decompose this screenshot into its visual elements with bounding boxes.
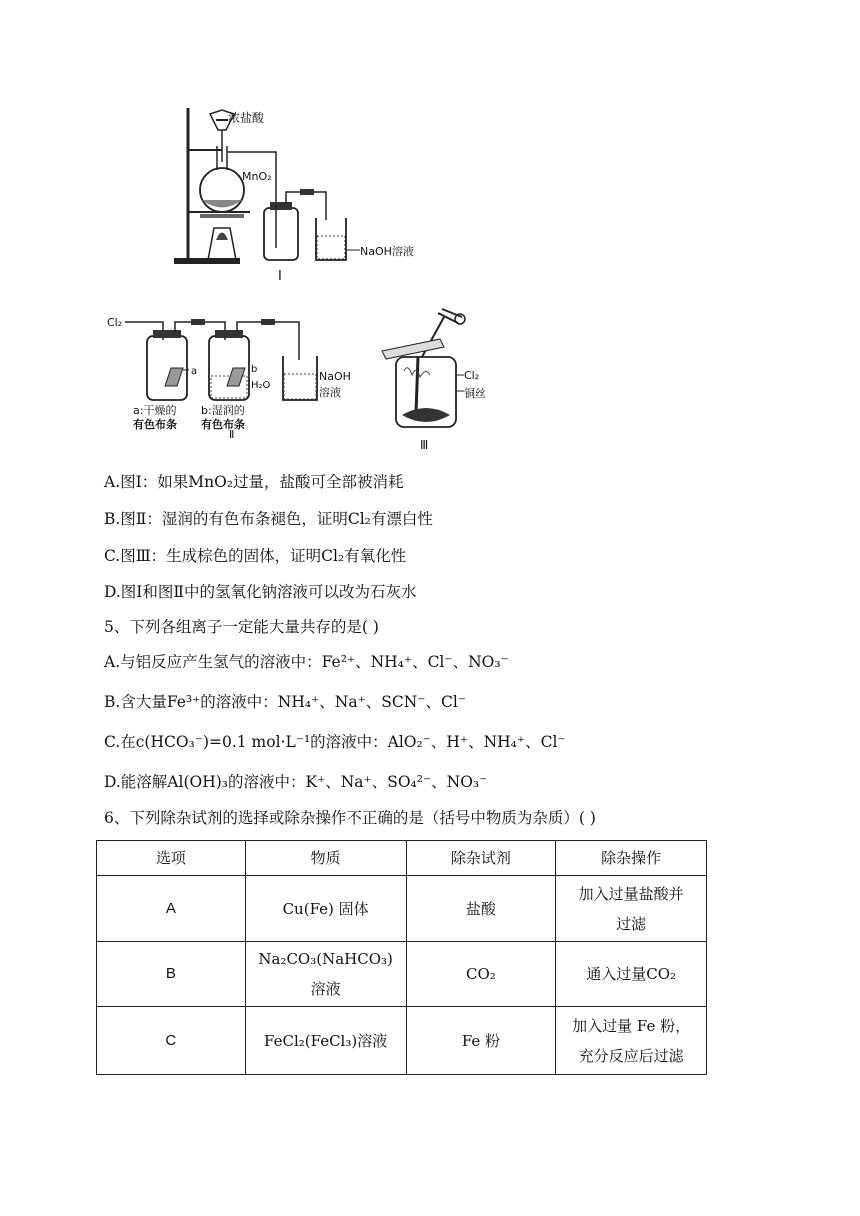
label-naoh-1: NaOH溶液 xyxy=(360,245,414,258)
row-b-substance-line2: 溶液 xyxy=(310,980,341,998)
label-cu-wire: 铜丝 xyxy=(464,387,486,400)
label-cl2-in: Cl₂ xyxy=(107,316,123,329)
q4-option-d: D.图Ⅰ和图Ⅱ中的氢氧化钠溶液可以改为石灰水 xyxy=(104,583,417,601)
figure-apparatus-3 xyxy=(378,305,498,455)
table-row xyxy=(97,876,707,942)
header-option: 选项 xyxy=(97,841,246,876)
table-row xyxy=(97,1007,707,1075)
caption-a2: 有色布条 xyxy=(133,418,177,431)
q4-option-a: A.图Ⅰ：如果MnO₂过量，盐酸可全部被消耗 xyxy=(104,473,404,491)
row-c-option: C xyxy=(97,1007,246,1075)
row-c-operation-line2: 充分反应后过滤 xyxy=(578,1046,684,1065)
label-conc-hcl: 浓盐酸 xyxy=(228,111,265,125)
caption-a1: a:干燥的 xyxy=(133,404,177,417)
table-row xyxy=(97,942,707,1007)
row-b-option: B xyxy=(97,942,246,1007)
row-b-reagent: CO₂ xyxy=(406,942,556,1007)
row-a-reagent: 盐酸 xyxy=(406,876,556,942)
header-reagent: 除杂试剂 xyxy=(406,841,556,876)
row-b-substance-line1: Na₂CO₃(NaHCO₃) xyxy=(258,950,393,968)
table-header-row xyxy=(97,841,707,876)
row-b-operation: 通入过量CO₂ xyxy=(556,942,707,1007)
caption-b1: b:湿润的 xyxy=(201,404,245,417)
caption-fig2: Ⅱ xyxy=(229,428,235,440)
q5-option-a: A.与铝反应产生氢气的溶液中：Fe²⁺、NH₄⁺、Cl⁻、NO₃⁻ xyxy=(104,653,509,671)
q5-option-b: B.含大量Fe³⁺的溶液中：NH₄⁺、Na⁺、SCN⁻、Cl⁻ xyxy=(104,693,466,711)
purification-table xyxy=(96,840,707,1075)
label-naoh-2b: 溶液 xyxy=(319,386,341,399)
row-a-operation-line2: 过滤 xyxy=(616,914,647,933)
label-h2o: H₂O xyxy=(251,380,271,391)
q5-option-c: C.在c(HCO₃⁻)=0.1 mol·L⁻¹的溶液中：AlO₂⁻、H⁺、NH₄⁺、Cl⁻ xyxy=(104,733,566,751)
row-a-operation-line1: 加入过量盐酸并 xyxy=(578,884,684,903)
figure-apparatus-1 xyxy=(170,100,440,285)
row-a-operation xyxy=(556,876,707,942)
q5-stem: 5、下列各组离子一定能大量共存的是( ) xyxy=(104,618,379,636)
header-operation: 除杂操作 xyxy=(556,841,707,876)
caption-b2: 有色布条 xyxy=(201,418,245,431)
q6-stem: 6、下列除杂试剂的选择或除杂操作不正确的是（括号中物质为杂质）( ) xyxy=(104,809,596,827)
row-c-substance: FeCl₂(FeCl₃)溶液 xyxy=(245,1007,406,1075)
q4-option-b: B.图Ⅱ：湿润的有色布条褪色，证明Cl₂有漂白性 xyxy=(104,510,433,528)
row-c-reagent: Fe 粉 xyxy=(406,1007,556,1075)
row-a-option: A xyxy=(97,876,246,942)
q5-option-d: D.能溶解Al(OH)₃的溶液中：K⁺、Na⁺、SO₄²⁻、NO₃⁻ xyxy=(104,773,488,791)
header-substance: 物质 xyxy=(245,841,406,876)
label-cl2-jar: Cl₂ xyxy=(464,369,480,382)
label-naoh-2: NaOH xyxy=(319,370,351,383)
caption-fig3: Ⅲ xyxy=(420,438,429,452)
label-a: a xyxy=(191,366,198,377)
row-c-operation xyxy=(556,1007,707,1075)
q4-option-c: C.图Ⅲ：生成棕色的固体，证明Cl₂有氧化性 xyxy=(104,547,407,565)
label-b: b xyxy=(251,364,258,375)
caption-fig1: Ⅰ xyxy=(278,269,282,284)
row-b-substance xyxy=(245,942,406,1007)
figure-apparatus-2 xyxy=(105,300,370,440)
label-mno2: MnO₂ xyxy=(242,170,272,183)
row-a-substance: Cu(Fe) 固体 xyxy=(245,876,406,942)
row-c-operation-line1: 加入过量 Fe 粉， xyxy=(572,1016,691,1035)
